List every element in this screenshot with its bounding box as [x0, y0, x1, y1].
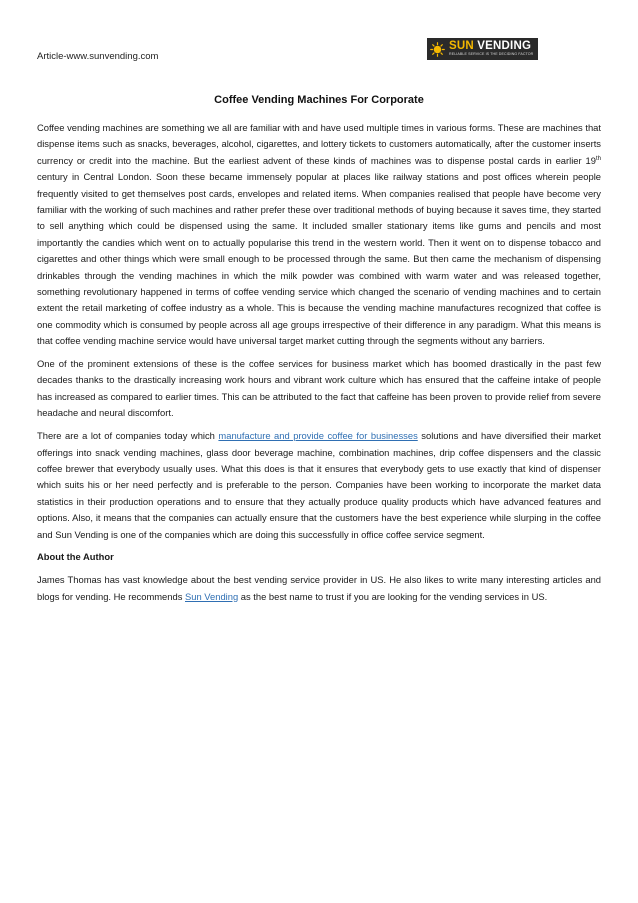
logo-word-vending: VENDING	[477, 39, 532, 52]
paragraph-author-part-a: James Thomas has vast knowledge about the best vending service provider in US. He also likes to write many interesting articles and blogs for vending. He recommends	[37, 574, 601, 602]
article-body	[37, 120, 601, 611]
paragraph-1	[37, 120, 601, 350]
paragraph-3-part-b: solutions and have diversified their market offerings into snack vending machines, glass door beverage machine, combination machines, drip coffee dispensers and the classic coffee brewer that everybody usually uses. What this does is that it ensures that everybody gets to use exactly that kind of dispenser which suits his or her need perfectly and is preferable to the person. Companies have been working to incorporate the market data statistics in their production operations and to ensure that they actually produce quality products which have advanced features and options. Also, it means that the companies can actually ensure that the customers have the best experience while slurping in the coffee and Sun Vending is one of the companies which are doing this successfully in office coffee service segment.	[37, 430, 601, 540]
paragraph-author	[37, 572, 601, 605]
sun-vending-logo[interactable]	[427, 38, 538, 60]
logo-text	[449, 41, 533, 57]
paragraph-3	[37, 428, 601, 543]
ordinal-suffix: th	[595, 155, 601, 162]
logo-word-sun: SUN	[449, 39, 474, 52]
paragraph-author-part-b: as the best name to trust if you are looking for the vending services in US.	[238, 590, 548, 602]
paragraph-1-part-b: century in Central London. Soon these became immensely popular at places like railway stations and post offices wherein people frequently visited to get themselves post cards, envelopes and related items. When companies realised that people have become very familiar with the working of such machines and rather prefer these over traditional methods of buying because it saves time, they started to sell anything which could be dispensed using the same. It included smaller stationary items like gums and pencils and most importantly the candies which went on to actually popularise this trend in the western world. Then it went on to dispense tobacco and cigarettes and other things which were small enough to be processed through the same. But then came the mechanism of dispensing drinkables through the vending machines in which the milk powder was combined with warm water and was released together, something revolutionary happened in terms of coffee vending service which changed the scenario of vending machines and to certain extent the retail marketing of coffee industry as a whole. This is because the vending machine manufactures recognized that coffee is one commodity which is consumed by people across all age groups irrespective of their difference in any paradigm. What this means is that coffee vending machine service would have universal target market cutting through the segments without any barriers.	[37, 171, 601, 347]
logo-tagline: RELIABLE SERVICE IS THE DECIDING FACTOR	[449, 52, 534, 57]
article-source: Article-www.sunvending.com	[37, 51, 159, 62]
coffee-for-businesses-link[interactable]: manufacture and provide coffee for businesses	[218, 430, 418, 442]
sun-vending-link[interactable]: Sun Vending	[185, 590, 239, 602]
paragraph-3-part-a: There are a lot of companies today which	[37, 430, 219, 442]
logo-wordmark	[449, 41, 533, 53]
about-author-heading: About the Author	[37, 551, 114, 563]
document-title: Coffee Vending Machines For Corporate	[214, 94, 424, 106]
paragraph-2: One of the prominent extensions of these is the coffee services for business market which has boomed drastically in the past few decades thanks to the drastically increasing work hours and vibrant work culture which has ensured that the caffeine intake of people has increased as compared to earlier times. This can be attributed to the fact that caffeine has been proven to provide relief from severe headache and neural discomfort.	[37, 358, 601, 419]
sun-icon	[430, 42, 445, 57]
paragraph-1-part-a: Coffee vending machines are something we all are familiar with and have used multiple times in various forms. These are machines that dispense items such as snacks, beverages, alcohol, cigarettes, and lottery tickets to customers automatically, after the customer inserts currency or credit into the machine. But the earliest advent of these kinds of machines was to dispense postal cards in earlier 19	[37, 122, 601, 166]
